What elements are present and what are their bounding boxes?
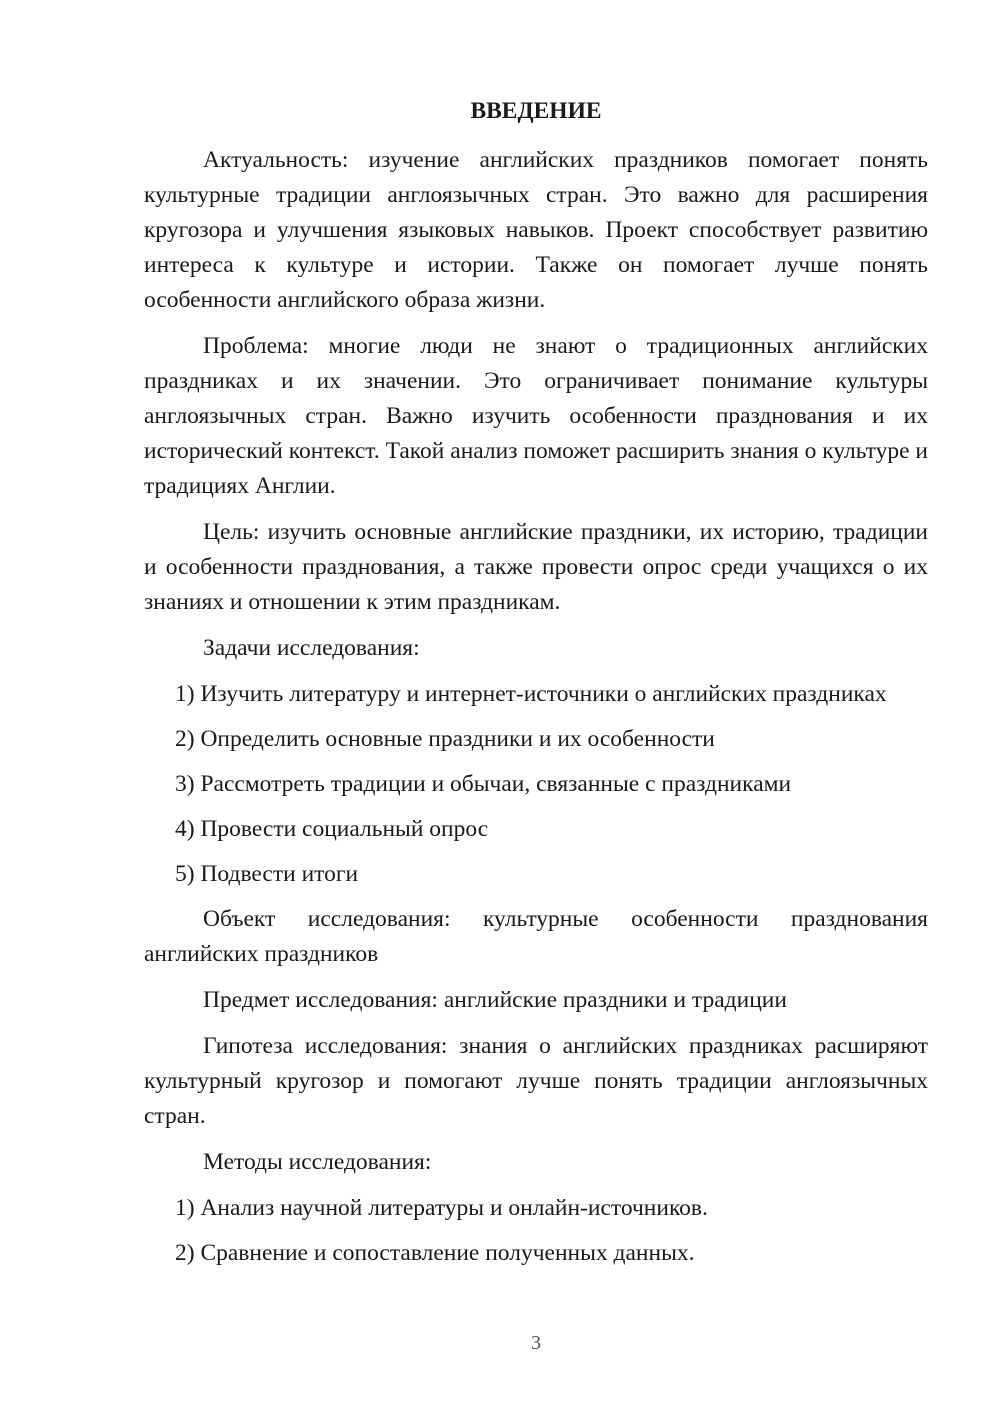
relevance-paragraph: Актуальность: изучение английских праздников помогает понять культурные традиции англоязычных стран. Это важно для расширения кругозора и улучшения языковых навыков. Проект способствует развитию интереса к культуре и истории. Также он помогает лучше понять особенности английского образа жизни. xyxy=(144,147,928,313)
subject-paragraph: Предмет исследования: английские праздники и традиции xyxy=(203,987,787,1013)
task-item-2: 2) Определить основные праздники и их особенности xyxy=(175,726,715,752)
tasks-title: Задачи исследования: xyxy=(203,635,420,661)
task-item-3: 3) Рассмотреть традиции и обычаи, связанные с праздниками xyxy=(175,771,792,797)
task-item-5: 5) Подвести итоги xyxy=(175,861,359,887)
problem-paragraph: Проблема: многие люди не знают о традиционных английских праздниках и их значении. Это ограничивает понимание культуры англоязычных стран. Важно изучить особенности празднования и их исторический контекст. Такой анализ поможет расширить знания о культуре и традициях Англии. xyxy=(144,333,928,499)
method-item-2: 2) Сравнение и сопоставление полученных данных. xyxy=(175,1240,695,1266)
page-title: ВВЕДЕНИЕ xyxy=(470,98,602,124)
task-item-4: 4) Провести социальный опрос xyxy=(175,816,489,842)
goal-paragraph: Цель: изучить основные английские праздники, их историю, традиции и особенности празднования, а также провести опрос среди учащихся о их знаниях и отношении к этим праздникам. xyxy=(144,519,928,615)
page-body xyxy=(144,94,928,1281)
method-item-1: 1) Анализ научной литературы и онлайн-источников. xyxy=(175,1195,708,1221)
hypothesis-paragraph: Гипотеза исследования: знания о английских праздниках расширяют культурный кругозор и помогают лучше понять традиции англоязычных стран. xyxy=(144,1033,928,1129)
methods-title: Методы исследования: xyxy=(203,1149,432,1175)
page-number: 3 xyxy=(531,1332,541,1354)
task-item-1: 1) Изучить литературу и интернет-источники о английских праздниках xyxy=(175,681,887,707)
object-paragraph: Объект исследования: культурные особенности празднования английских праздников xyxy=(144,906,928,967)
